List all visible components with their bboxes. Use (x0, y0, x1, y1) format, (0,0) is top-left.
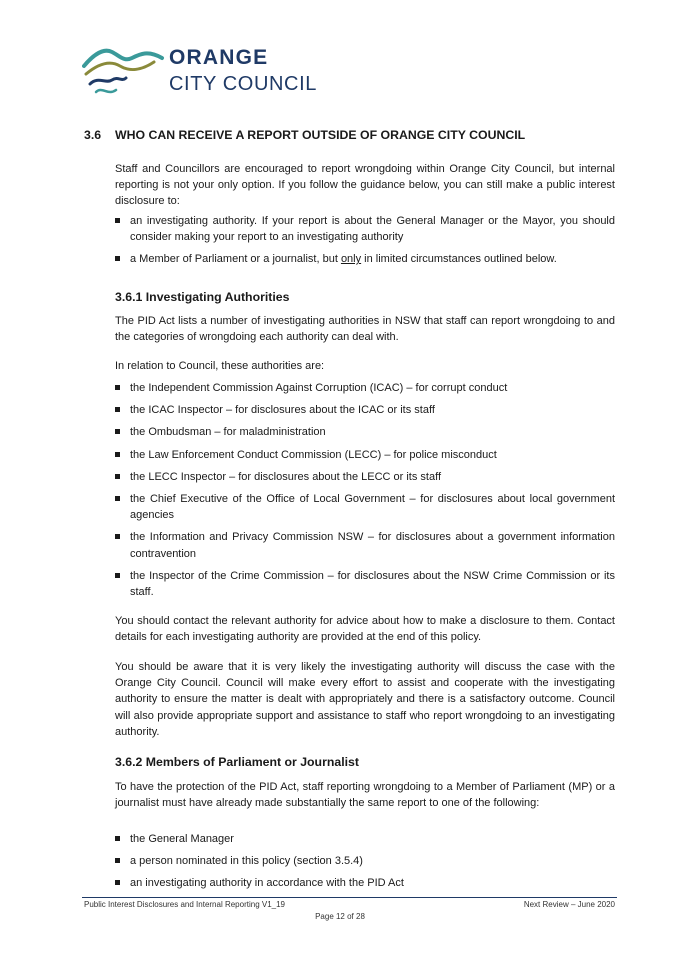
underlined-word: only (340, 253, 362, 266)
bullet-icon (115, 534, 120, 539)
list-item: an investigating authority. If your report is about the General Manager or the Mayor, you should consider making your report to an investigating authority (115, 213, 615, 245)
report-recipients-list (115, 831, 615, 892)
list-item: the Inspector of the Crime Commission – for disclosures about the NSW Crime Commission or its staff. (115, 568, 615, 600)
subsection-heading-members-of-parliament: 3.6.2 Members of Parliament or Journalist (115, 755, 359, 769)
list-item: a person nominated in this policy (section 3.5.4) (115, 853, 615, 869)
section-intro-paragraph: Staff and Councillors are encouraged to report wrongdoing within Orange City Council, but internal reporting is not your only option. If you follow the guidance below, you can still make a public interest disclosure to: (115, 163, 615, 208)
section-number: 3.6 (84, 128, 102, 142)
bullet-icon (115, 218, 120, 223)
bullet-icon (115, 407, 120, 412)
list-item: the LECC Inspector – for disclosures about the LECC or its staff (115, 469, 615, 485)
authorities-intro-paragraph: In relation to Council, these authorities are: (115, 360, 325, 372)
contact-authority-paragraph: You should contact the relevant authority for advice about how to make a disclosure to them. Contact details for each investigating authority are provided at the end of this policy. (115, 615, 615, 644)
footer-page-number: Page 12 of 28 (315, 912, 365, 921)
orange-city-council-logo (82, 40, 332, 106)
footer-divider (82, 897, 617, 898)
list-item: the Information and Privacy Commission NSW – for disclosures about a government information contravention (115, 529, 615, 561)
list-item: the General Manager (115, 831, 615, 847)
section-heading (84, 128, 525, 142)
bullet-icon (115, 573, 120, 578)
investigating-authorities-paragraph: The PID Act lists a number of investigating authorities in NSW that staff can report wrongdoing to and the categories of wrongdoing each authority can deal with. (115, 315, 615, 344)
bullet-icon (115, 836, 120, 841)
bullet-icon (115, 474, 120, 479)
bullet-icon (115, 385, 120, 390)
authorities-list (115, 380, 615, 600)
bullet-icon (115, 496, 120, 501)
bullet-icon (115, 880, 120, 885)
subsection-heading-investigating-authorities: 3.6.1 Investigating Authorities (115, 290, 290, 304)
list-item: a Member of Parliament or a journalist, but only in limited circumstances outlined below. (115, 251, 615, 267)
list-item: the Ombudsman – for maladministration (115, 424, 615, 440)
logo-word-orange: ORANGE (169, 46, 269, 69)
logo-word-city-council: CITY COUNCIL (169, 73, 317, 95)
list-item: an investigating authority in accordance with the PID Act (115, 875, 615, 891)
logo-mark-icon (82, 40, 172, 106)
bullet-icon (115, 452, 120, 457)
section-title: WHO CAN RECEIVE A REPORT OUTSIDE OF ORANGE CITY COUNCIL (115, 128, 526, 142)
list-item: the ICAC Inspector – for disclosures about the ICAC or its staff (115, 402, 615, 418)
section-bullet-list (115, 213, 615, 268)
mp-journalist-paragraph: To have the protection of the PID Act, staff reporting wrongdoing to a Member of Parliament (MP) or a journalist must have already made substantially the same report to one of the following: (115, 781, 615, 810)
list-item: the Independent Commission Against Corruption (ICAC) – for corrupt conduct (115, 380, 615, 396)
list-item: the Law Enforcement Conduct Commission (LECC) – for police misconduct (115, 447, 615, 463)
footer-next-review: Next Review – June 2020 (523, 900, 615, 909)
authority-discussion-paragraph: You should be aware that it is very likely the investigating authority will discuss the case with the Orange City Council. Council will make every effort to assist and cooperate with the investigating authority to ensure the matter is dealt with appropriately and there is a satisfactory outcome. Council will also provide appropriate support and assistance to staff who report wrongdoing to an investigating authority. (115, 661, 615, 738)
bullet-icon (115, 858, 120, 863)
bullet-icon (115, 256, 120, 261)
list-item: the Chief Executive of the Office of Local Government – for disclosures about local government agencies (115, 491, 615, 523)
bullet-icon (115, 429, 120, 434)
footer-document-title: Public Interest Disclosures and Internal Reporting V1_19 (84, 900, 285, 909)
